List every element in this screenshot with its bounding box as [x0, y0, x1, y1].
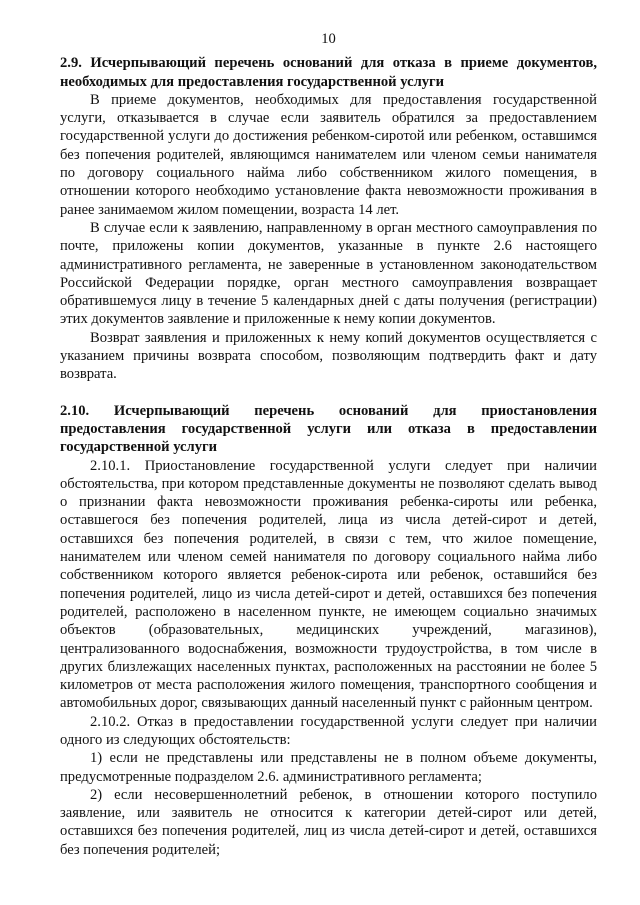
document-page: [60, 30, 597, 859]
paragraph: В случае если к заявлению, направленному в орган местного самоуправления по почте, приложены копии документов, указанные в пункте 2.6 настоящего административного регламента, не заверенные в установленном законодательством Российской Федерации порядке, орган местного самоуправления возвращает обратившемуся лицу в течение 5 календарных дней с даты получения (регистрации) этих документов заявление и приложенные к нему копии документов.: [60, 219, 597, 328]
paragraph: 2) если несовершеннолетний ребенок, в отношении которого поступило заявление, или заявитель не относится к категории детей-сирот или детей, оставшихся без попечения родителей, лиц из числа детей-сирот и детей, оставшихся без попечения родителей;: [60, 786, 597, 858]
paragraph: 2.10.1. Приостановление государственной услуги следует при наличии обстоятельства, при котором представленные документы не позволяют сделать вывод о признании факта невозможности проживания ребенка-сироты или ребенка, оставшегося без попечения родителей, лица из числа детей-сирот и детей, оставшихся без попечения родителей, в связи с тем, что жилое помещение, нанимателем или членом семей нанимателя по договору социального найма либо собственником которого является ребенок-сирота или ребенок, оставшийся без попечения родителей, лицо из числа детей-сирот и детей, оставшихся без попечения родителей, расположено в населенном пункте, не имеющем социально значимых объектов (образовательных, медицинских учреждений, магазинов), централизованного водоснабжения, возможности трудоустройства, в том числе в других близлежащих населенных пунктах, расположенных на расстоянии не более 5 километров от места расположения жилого помещения, транспортного сообщения и автомобильных дорог, связывающих данный населенный пункт с районным центром.: [60, 457, 597, 712]
paragraph: Возврат заявления и приложенных к нему копий документов осуществляется с указанием причины возврата способом, позволяющим подтвердить факт и дату возврата.: [60, 329, 597, 383]
section-heading: 2.9. Исчерпывающий перечень оснований для отказа в приеме документов, необходимых для предоставления государственной услуги: [60, 55, 597, 90]
page-number: 10: [321, 31, 336, 47]
section-2-10: [60, 402, 597, 859]
section-heading: 2.10. Исчерпывающий перечень оснований для приостановления предоставления государственной услуги или отказа в предоставлении государственной услуги: [60, 402, 597, 456]
paragraph: В приеме документов, необходимых для предоставления государственной услуги, отказывается в случае если заявитель обратился за предоставлением государственной услуги до достижения ребенком-сиротой или ребенком, оставшимся без попечения родителей, являющимся нанимателем или членом семьи нанимателя по договору социального найма либо собственником жилого помещения, в отношении которого необходимо установление факта невозможности проживания в ранее занимаемом жилом помещении, возраста 14 лет.: [60, 91, 597, 218]
section-spacer: [60, 384, 597, 402]
paragraph: 1) если не представлены или представлены не в полном объеме документы, предусмотренные подразделом 2.6. административного регламента;: [60, 750, 597, 785]
paragraph: 2.10.2. Отказ в предоставлении государственной услуги следует при наличии одного из следующих обстоятельств:: [60, 713, 597, 748]
section-2-9: [60, 54, 597, 383]
